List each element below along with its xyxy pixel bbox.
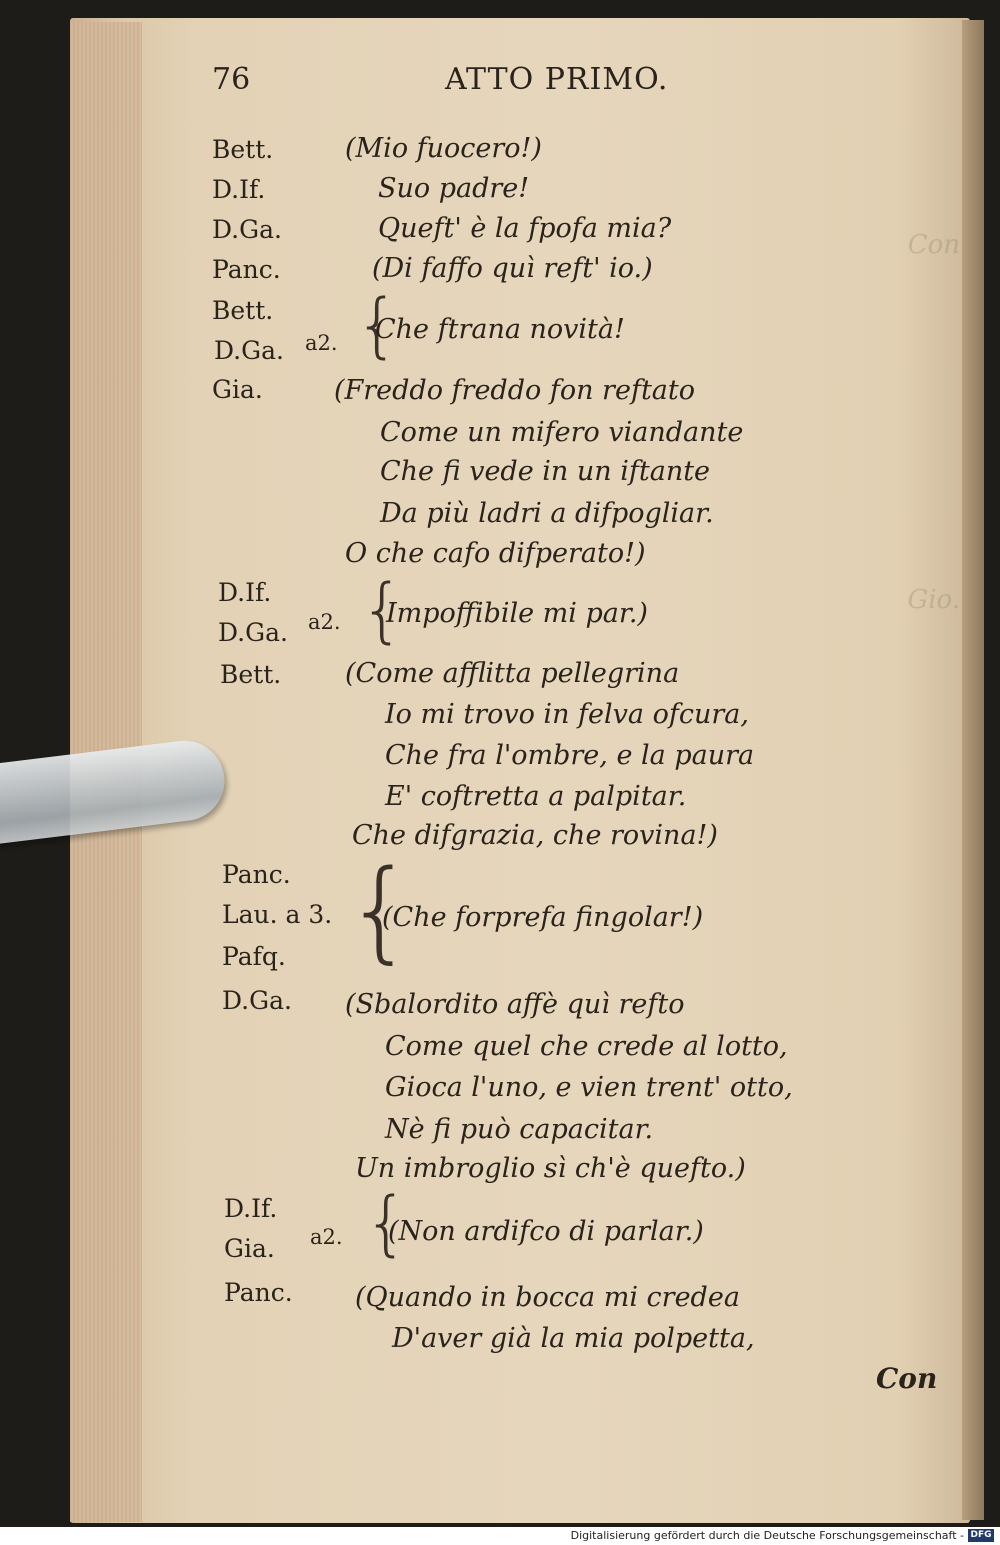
verse-line: (Freddo freddo fon reftato: [334, 375, 695, 406]
catchword: Con: [876, 1362, 938, 1395]
verse-line: (Mio fuocero!): [345, 133, 542, 164]
verse-line: Suo padre!: [378, 173, 530, 204]
speaker-label: Gia.: [212, 375, 263, 404]
verse-line: (Non ardifco di parlar.): [388, 1216, 704, 1247]
speaker-label: D.Ga.: [212, 215, 282, 244]
speaker-label: Pafq.: [222, 942, 286, 971]
page-number: 76: [212, 62, 251, 97]
verse-line: Gioca l'uno, e vien trent' otto,: [385, 1072, 793, 1103]
speaker-label: Lau. a 3.: [222, 900, 333, 929]
brace: {: [364, 1182, 409, 1264]
verse-line: Che difgrazia, che rovina!): [352, 820, 718, 851]
dfg-logo: DFG: [968, 1529, 994, 1542]
verse-line: Come un mifero viandante: [380, 417, 744, 448]
speaker-label: Bett.: [220, 660, 282, 689]
facing-page-edge: [962, 20, 984, 1520]
verse-line: Come quel che crede al lotto,: [385, 1031, 788, 1062]
verse-line: Da più ladri a difpogliar.: [380, 498, 714, 529]
verse-line: O che cafo difperato!): [345, 538, 646, 569]
footer-credit: Digitalisierung gefördert durch die Deutsche Forschungsgemeinschaft -: [570, 1529, 964, 1542]
speaker-label: Panc.: [212, 255, 281, 284]
ensemble-marker: a2.: [308, 610, 341, 634]
verse-line: Impoffibile mi par.): [386, 598, 648, 629]
speaker-label: Panc.: [222, 860, 291, 889]
speaker-label: Gia.: [224, 1234, 275, 1263]
verse-line: (Come afflitta pellegrina: [345, 658, 680, 689]
bleed-through-text: Con: [907, 230, 960, 260]
verse-line: (Quando in bocca mi credea: [355, 1282, 740, 1313]
verse-line: D'aver già la mia polpetta,: [392, 1323, 755, 1354]
verse-line: (Che forprefa fingolar!): [382, 902, 704, 933]
bleed-through-text: Gio.: [907, 585, 960, 615]
verse-line: Che fi vede in un iftante: [380, 456, 711, 487]
brace: {: [360, 569, 405, 651]
verse-line: E' coftretta a palpitar.: [385, 781, 687, 812]
verse-line: Che ftrana novità!: [375, 314, 625, 345]
speaker-label: Bett.: [212, 135, 274, 164]
verse-line: (Di faffo quì reft' io.): [372, 253, 653, 284]
verse-line: (Sbalordito affè quì refto: [345, 989, 685, 1020]
speaker-label: D.Ga.: [222, 986, 292, 1015]
brace: {: [355, 284, 400, 366]
running-head: ATTO PRIMO.: [445, 62, 669, 97]
speaker-label: D.If.: [224, 1194, 278, 1223]
ensemble-marker: a2.: [305, 331, 338, 355]
speaker-label: Panc.: [224, 1278, 293, 1307]
verse-line: Nè fi può capacitar.: [385, 1114, 654, 1145]
speaker-label: Bett.: [212, 296, 274, 325]
speaker-label: D.If.: [212, 175, 266, 204]
speaker-label: D.Ga.: [218, 618, 288, 647]
brace: {: [345, 846, 415, 974]
verse-line: Queft' è la fpofa mia?: [378, 213, 672, 244]
speaker-label: D.If.: [218, 578, 272, 607]
verse-line: Io mi trovo in felva ofcura,: [385, 699, 749, 730]
verse-line: Che fra l'ombre, e la paura: [385, 740, 755, 771]
verse-line: Un imbroglio sì ch'è quefto.): [355, 1153, 746, 1184]
ensemble-marker: a2.: [310, 1225, 343, 1249]
speaker-label: D.Ga.: [214, 336, 284, 365]
